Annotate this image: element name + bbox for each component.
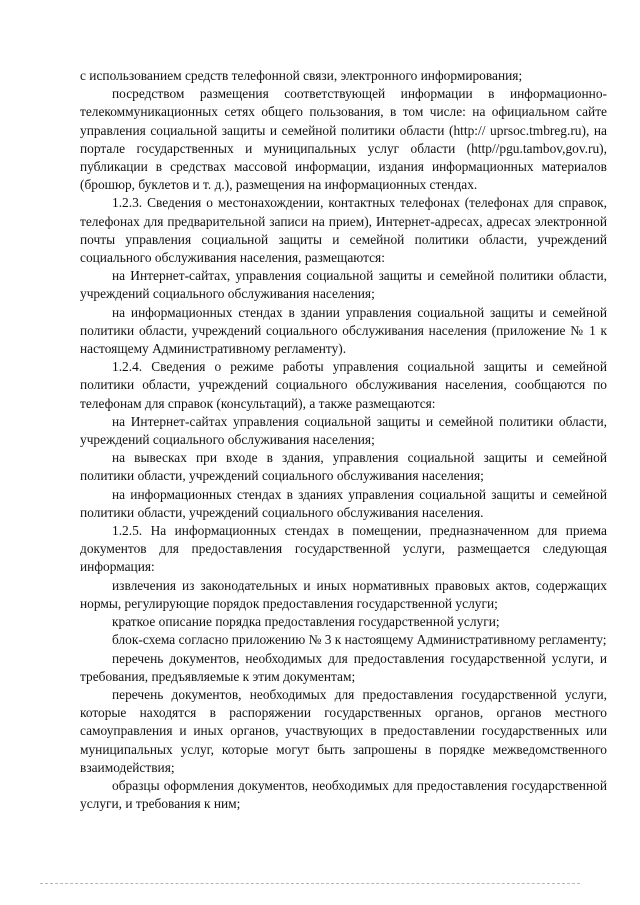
list-item-interagency-documents: перечень документов, необходимых для предоставления государственной услуги, которые находятся в распоряжении государственных органов, органов местного самоуправления и иных органов, участвующих в предоставлении государственных или муниципальных услуг, которые могут быть запрошены в порядке межведомственного взаимодействия; bbox=[80, 686, 607, 775]
paragraph-internet-publication: посредством размещения соответствующей информации в информационно-телекоммуникационных сетях общего пользования, в том числе: на официальном сайте управления социальной защиты и семейной политики области (http:// uprsoc.tmbreg.ru), на портале государственных и муниципальных услуг области (http//pgu.tambov,gov.ru), публикации в средствах массовой информации, издания информационных материалов (брошюр, буклетов и т. д.), размещения на информационных стендах. bbox=[80, 86, 607, 193]
paragraph-1-2-5: 1.2.5. На информационных стендах в помещении, предназначенном для приема документов для предоставления государственной услуги, размещается следующая информация: bbox=[80, 523, 607, 575]
paragraph-1-2-4-websites: на Интернет-сайтах управления социальной защиты и семейной политики области, учреждений социального обслуживания населения; bbox=[80, 413, 607, 448]
paragraph-1-2-3-websites: на Интернет-сайтах, управления социальной защиты и семейной политики области, учреждений социального обслуживания населения; bbox=[80, 268, 607, 302]
paragraph-1-2-4: 1.2.4. Сведения о режиме работы управления социальной защиты и семейной политики области, учреждений социального обслуживания населения, сообщаются по телефонам для справок (консультаций), а также размещаются: bbox=[80, 359, 607, 411]
scan-bottom-line bbox=[40, 883, 580, 884]
paragraph-1-2-4-stands: на информационных стендах в зданиях управления социальной защиты и семейной политики области, учреждений социального обслуживания населения. bbox=[80, 486, 607, 520]
list-item-legal-extracts: извлечения из законодательных и иных нормативных правовых актов, содержащих нормы, регулирующие порядок предоставления государственной услуги; bbox=[80, 577, 607, 611]
list-item-block-scheme: блок-схема согласно приложению № 3 к настоящему Административному регламенту; bbox=[112, 632, 607, 648]
list-item-required-documents: перечень документов, необходимых для предоставления государственной услуги, и требования, предъявляемые к этим документам; bbox=[80, 650, 607, 684]
paragraph-1-2-3: 1.2.3. Сведения о местонахождении, контактных телефонах (телефонах для справок, телефонах для предварительной записи на прием), Интернет-адресах, адресах электронной почты управления социальной защиты и семейной политики области, учреждений социального обслуживания населения, размещаются: bbox=[80, 195, 607, 266]
paragraph-1-2-3-stands: на информационных стендах в здании управления социальной защиты и семейной политики области, учреждений социального обслуживания населения (приложение № 1 к настоящему Административному регламенту). bbox=[80, 304, 607, 357]
list-item-procedure-summary: краткое описание порядка предоставления государственной услуги; bbox=[112, 614, 500, 630]
paragraph-contact-methods-tail: с использованием средств телефонной связи, электронного информирования; bbox=[80, 68, 523, 83]
document-body bbox=[80, 67, 607, 813]
paragraph-1-2-4-signs: на вывесках при входе в здания, управления социальной защиты и семейной политики области, учреждений социального обслуживания населения; bbox=[80, 450, 607, 484]
list-item-document-samples: образцы оформления документов, необходимых для предоставления государственной услуги, и требования к ним; bbox=[80, 777, 607, 812]
